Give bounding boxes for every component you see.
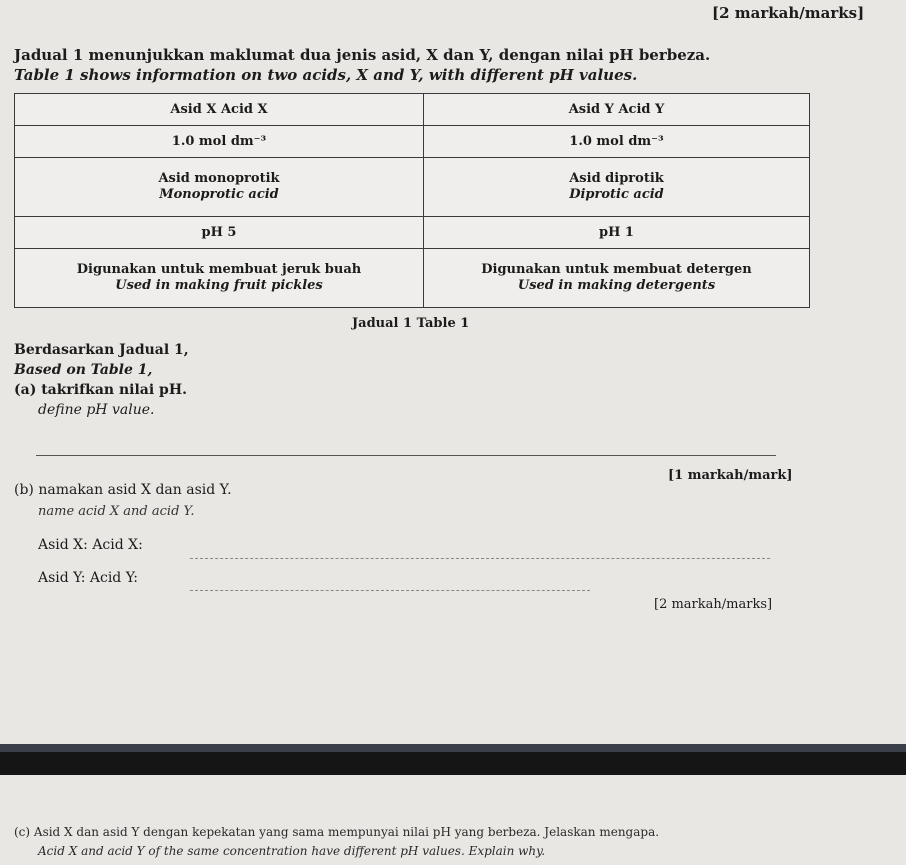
cell-x-ph bbox=[15, 217, 424, 249]
page-divider bbox=[0, 744, 906, 775]
cell-text-english: Monoprotic acid bbox=[159, 187, 279, 203]
cell-y-proticity bbox=[424, 158, 810, 217]
table-row bbox=[15, 126, 810, 158]
cell-y-concentration bbox=[424, 126, 810, 158]
cell-text-malay: Digunakan untuk membuat detergen bbox=[481, 262, 752, 277]
cell-text: 1.0 mol dm⁻³ bbox=[569, 133, 664, 149]
question-a-marks: [1 markah/mark] bbox=[668, 468, 793, 483]
question-c-english: Acid X and acid Y of the same concentration have different pH values. Explain why. bbox=[38, 844, 546, 858]
cell-text: pH 1 bbox=[599, 224, 634, 240]
based-on-malay: Berdasarkan Jadual 1, bbox=[14, 342, 189, 358]
table-row bbox=[15, 249, 810, 308]
based-on-english: Based on Table 1, bbox=[14, 362, 153, 378]
table-header-row bbox=[15, 94, 810, 126]
answer-line-acid-y[interactable] bbox=[190, 590, 590, 591]
acid-info-table bbox=[14, 93, 810, 308]
question-b-marks: [2 markah/marks] bbox=[654, 597, 773, 612]
acid-y-label: Asid Y: Acid Y: bbox=[38, 570, 138, 586]
table-caption: Jadual 1 Table 1 bbox=[352, 316, 470, 331]
cell-text-english: Used in making detergents bbox=[517, 278, 716, 293]
header-acid-x: Asid X Acid X bbox=[15, 94, 424, 126]
cell-y-ph bbox=[424, 217, 810, 249]
table-row bbox=[15, 158, 810, 217]
answer-line-a[interactable] bbox=[36, 455, 776, 456]
cell-y-use bbox=[424, 249, 810, 308]
cell-text-english: Diprotic acid bbox=[569, 187, 664, 203]
acid-x-label: Asid X: Acid X: bbox=[38, 537, 143, 553]
question-b-malay: (b) namakan asid X dan asid Y. bbox=[14, 482, 232, 498]
question-a-malay: (a) takrifkan nilai pH. bbox=[14, 382, 187, 398]
question-a-english: define pH value. bbox=[38, 402, 155, 418]
cell-text: pH 5 bbox=[201, 224, 237, 240]
cell-text-malay: Asid monoprotik bbox=[158, 171, 280, 187]
cell-text-english: Used in making fruit pickles bbox=[115, 278, 323, 293]
header-acid-y: Asid Y Acid Y bbox=[424, 94, 810, 126]
intro-english: Table 1 shows information on two acids, X and Y, with different pH values. bbox=[14, 66, 638, 84]
cell-text: 1.0 mol dm⁻³ bbox=[171, 133, 267, 149]
cell-text-malay: Digunakan untuk membuat jeruk buah bbox=[76, 262, 362, 277]
cell-x-proticity bbox=[15, 158, 424, 217]
answer-line-acid-x[interactable] bbox=[190, 558, 770, 559]
header-marks: [2 markah/marks] bbox=[712, 4, 865, 22]
cell-text-malay: Asid diprotik bbox=[569, 171, 664, 187]
intro-malay: Jadual 1 menunjukkan maklumat dua jenis asid, X dan Y, dengan nilai pH berbeza. bbox=[14, 46, 711, 64]
cell-x-use bbox=[15, 249, 424, 308]
table-row bbox=[15, 217, 810, 249]
question-b-english: name acid X and acid Y. bbox=[38, 504, 195, 519]
question-c-malay: (c) Asid X dan asid Y dengan kepekatan yang sama mempunyai nilai pH yang berbeza. Jelaskan mengapa. bbox=[14, 825, 660, 839]
cell-x-concentration bbox=[15, 126, 424, 158]
